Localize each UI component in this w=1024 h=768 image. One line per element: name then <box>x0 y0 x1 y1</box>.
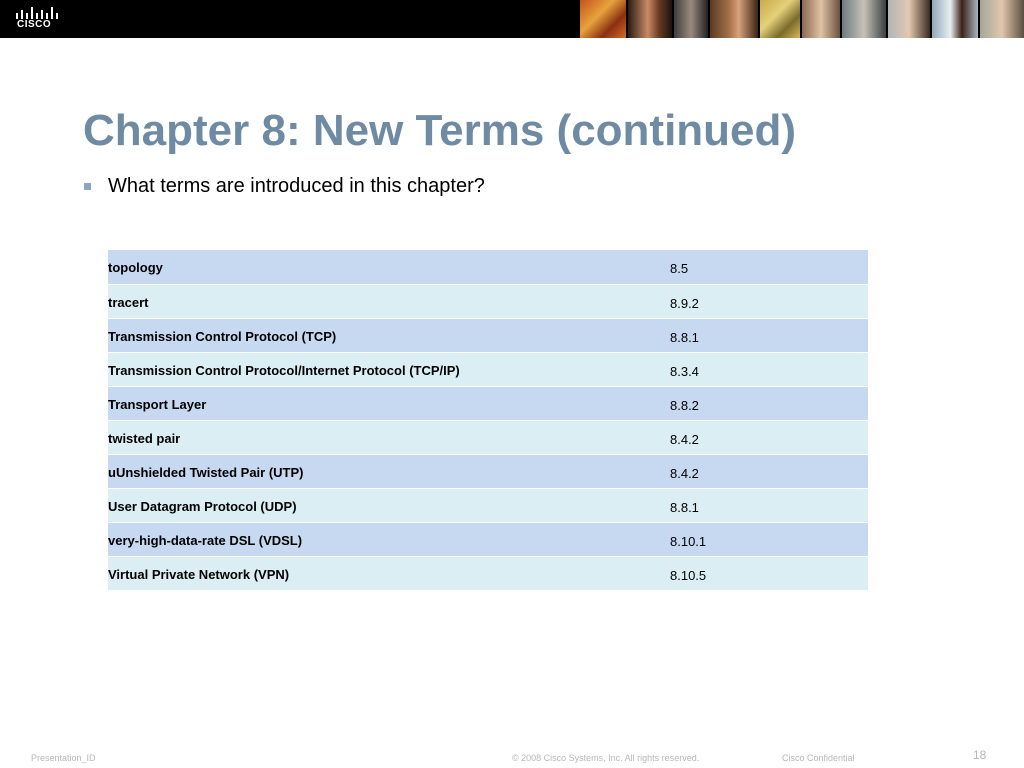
cisco-bars-icon <box>15 7 59 19</box>
section-number: 8.8.1 <box>670 499 699 515</box>
table-row <box>108 556 868 590</box>
term-text: topology <box>108 260 163 275</box>
term-cell <box>108 454 669 488</box>
table-row <box>108 420 868 454</box>
section-cell <box>669 556 868 590</box>
banner-photo-person <box>802 0 842 38</box>
term-text: Transport Layer <box>108 396 207 412</box>
section-cell <box>669 250 868 284</box>
section-cell <box>669 352 868 386</box>
table-row <box>108 454 868 488</box>
banner-photo-person <box>710 0 760 38</box>
term-text: Transmission Control Protocol/Internet Protocol (TCP/IP) <box>108 362 460 378</box>
term-cell <box>108 318 669 352</box>
cisco-logo-text: CISCO <box>17 19 52 30</box>
table-row <box>108 522 868 556</box>
term-text: twisted pair <box>108 430 181 446</box>
term-text: tracert <box>108 294 149 310</box>
term-cell <box>108 488 669 522</box>
term-text: uUnshielded Twisted Pair (UTP) <box>108 464 304 480</box>
banner-photo-person <box>674 0 710 38</box>
section-cell <box>669 454 868 488</box>
section-number: 8.4.2 <box>670 431 699 447</box>
footer-confidential: Cisco Confidential <box>782 753 855 763</box>
term-text: very-high-data-rate DSL (VDSL) <box>108 532 303 548</box>
term-cell <box>108 420 669 454</box>
banner-photo-strip <box>580 0 1024 38</box>
section-cell <box>669 420 868 454</box>
slide-title: Chapter 8: New Terms (continued) <box>83 106 797 155</box>
section-cell <box>669 318 868 352</box>
banner-photo-person <box>888 0 932 38</box>
section-number: 8.8.2 <box>670 397 699 413</box>
banner-photo-leaves <box>580 0 628 38</box>
table-row <box>108 250 868 284</box>
table-row <box>108 318 868 352</box>
bullet-text: What terms are introduced in this chapter? <box>108 175 485 197</box>
banner-photo-pattern <box>760 0 802 38</box>
table-row <box>108 488 868 522</box>
banner-photo-person <box>842 0 888 38</box>
section-number: 8.3.4 <box>670 363 699 379</box>
page-number: 18 <box>973 748 987 762</box>
section-number: 8.9.2 <box>670 295 699 311</box>
bullet-square-icon <box>84 183 91 190</box>
section-cell <box>669 284 868 318</box>
term-text: Transmission Control Protocol (TCP) <box>108 328 337 344</box>
section-number: 8.5 <box>670 261 689 276</box>
table-row <box>108 386 868 420</box>
footer-copyright: © 2008 Cisco Systems, Inc. All rights reserved. <box>512 753 700 763</box>
footer-presentation-id: Presentation_ID <box>31 753 96 763</box>
term-cell <box>108 556 669 590</box>
table-row <box>108 284 868 318</box>
term-cell <box>108 386 669 420</box>
section-number: 8.4.2 <box>670 465 699 481</box>
terms-table-body <box>108 250 868 590</box>
section-cell <box>669 488 868 522</box>
bullet-item <box>84 175 485 198</box>
top-banner <box>0 0 1024 38</box>
section-cell <box>669 522 868 556</box>
section-cell <box>669 386 868 420</box>
term-text: User Datagram Protocol (UDP) <box>108 498 297 514</box>
table-row <box>108 352 868 386</box>
section-number: 8.10.1 <box>670 533 707 549</box>
term-cell <box>108 250 669 284</box>
terms-table <box>108 250 868 591</box>
term-text: Virtual Private Network (VPN) <box>108 566 290 582</box>
section-number: 8.10.5 <box>670 567 707 583</box>
banner-photo-person <box>628 0 674 38</box>
term-cell <box>108 352 669 386</box>
term-cell <box>108 522 669 556</box>
banner-photo-person <box>932 0 980 38</box>
cisco-logo <box>14 6 60 32</box>
banner-photo-person <box>980 0 1024 38</box>
section-number: 8.8.1 <box>670 329 699 345</box>
term-cell <box>108 284 669 318</box>
